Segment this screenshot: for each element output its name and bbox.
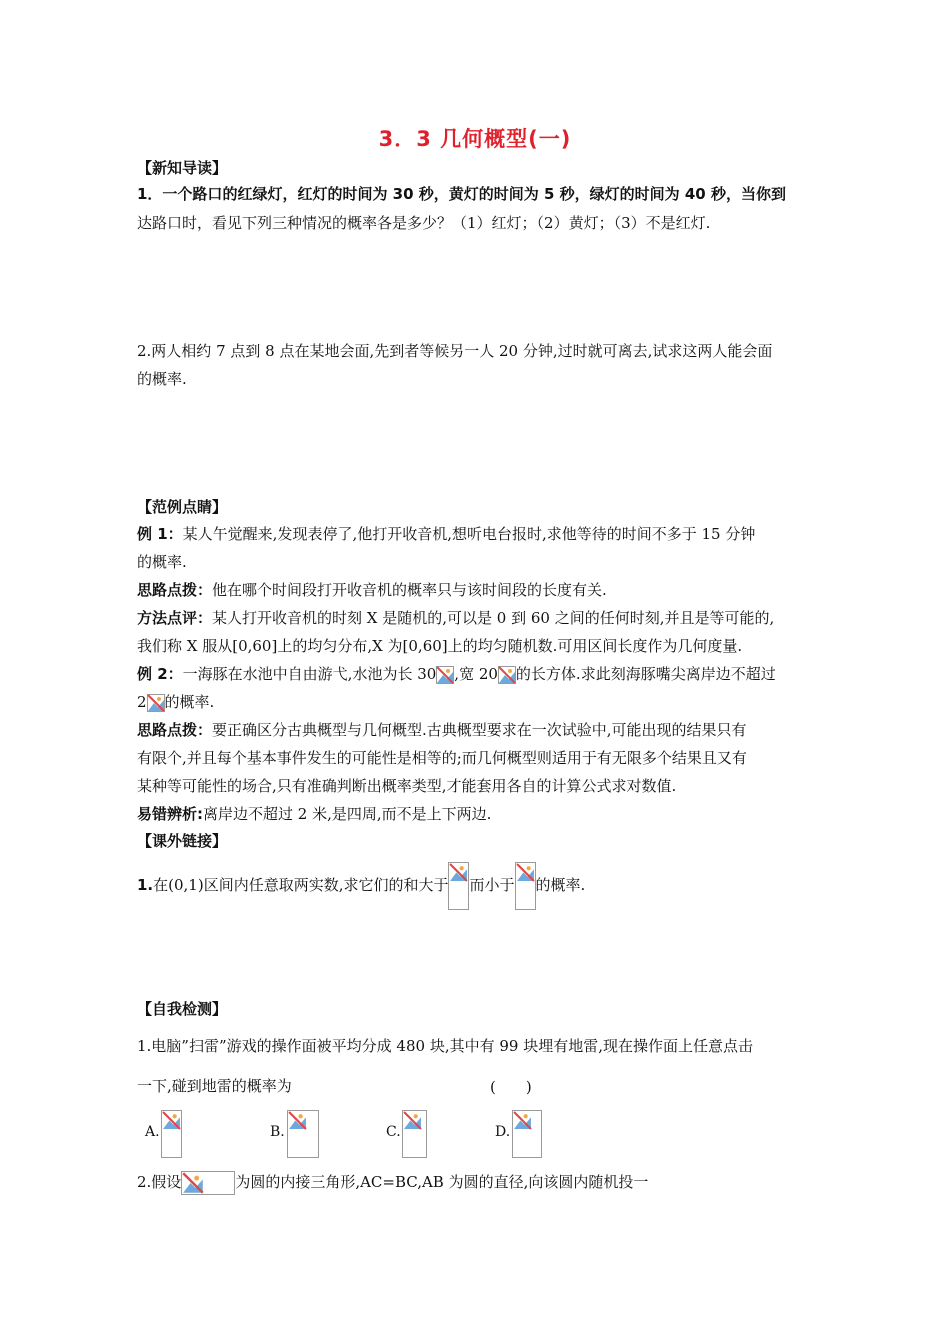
selftest-q2-text-b: 为圆的内接三角形,AC=BC,AB 为圆的直径,向该圆内随机投一 [235,1173,649,1191]
extension-q1-number: 1. [137,876,154,894]
method-label: 方法点评： [137,609,213,627]
selftest-q1-line1: 1.电脑”扫雷”游戏的操作面被平均分成 480 块,其中有 99 块埋有地雷,现在操作面上任意点击 [137,1037,753,1055]
hint2-line2: 有限个,并且每个基本事件发生的可能性是相等的;而几何概型则适用于有无限多个结果且又有 [137,749,747,767]
intro-q1-line1 [137,184,786,204]
hint1-text: 他在哪个时间段打开收音机的概率只与该时间段的长度有关. [212,581,607,599]
example2-label: 例 2： [137,665,183,683]
intro-q1-line2: 达路口时，看见下列三种情况的概率各是多少？（1）红灯；（2）黄灯；（3）不是红灯. [137,214,711,232]
extension-q1-text-b: 而小于 [469,876,515,894]
section-heading-extension: 【课外链接】 [137,832,228,850]
example2-text-d: 2 [137,693,147,711]
example2-text-a: 一海豚在水池中自由游弋,水池为长 30 [182,665,437,683]
broken-image-icon [161,1110,182,1158]
broken-image-icon [515,862,536,910]
section-heading-selftest: 【自我检测】 [137,1000,228,1018]
broken-image-icon [147,694,165,712]
example2-text-e: 的概率. [164,693,215,711]
broken-image-icon [448,862,469,910]
example1-line2: 的概率. [137,553,187,571]
hint1-line [137,580,607,600]
example1-label: 例 1： [137,525,183,543]
selftest-q2-text-a: 2.假设 [137,1173,182,1191]
example1-line1 [137,524,755,544]
option-c-label: C. [386,1124,401,1140]
error-label: 易错辨析: [137,805,203,823]
hint2-label: 思路点拨： [137,721,213,739]
extension-q1-text-a: 在(0,1)区间内任意取两实数,求它们的和大于 [153,876,449,894]
answer-parentheses: ( ) [490,1078,532,1096]
broken-image-icon [498,666,516,684]
selftest-q1-line2: 一下,碰到地雷的概率为 [137,1077,292,1095]
page-title: 3．3 几何概型(一) [378,127,572,151]
example2-line1 [137,664,776,684]
extension-q1-text-c: 的概率. [535,876,586,894]
example2-text-c: 的长方体.求此刻海豚嘴尖离岸边不超过 [515,665,776,683]
broken-image-icon [287,1110,319,1158]
example2-line2 [137,692,214,712]
extension-q1 [137,861,585,909]
method-line2: 我们称 X 服从[0,60]上的均匀分布,X 为[0,60]上的均匀随机数.可用区间长度作为几何度量. [137,637,743,655]
method-text: 某人打开收音机的时刻 X 是随机的,可以是 0 到 60 之间的任何时刻,并且是等可能的, [212,609,775,627]
broken-image-icon [436,666,454,684]
hint2-line1 [137,720,747,740]
method-line1 [137,608,774,628]
broken-image-icon [402,1110,427,1158]
example2-text-b: ,宽 20 [454,665,498,683]
hint2-line3: 某种等可能性的场合,只有准确判断出概率类型,才能套用各自的计算公式求对数值. [137,777,677,795]
error-line [137,804,491,824]
example1-text: 某人午觉醒来,发现表停了,他打开收音机,想听电台报时,求他等待的时间不多于 15 分钟 [182,525,756,543]
intro-q2-line1: 2.两人相约 7 点到 8 点在某地会面,先到者等候另一人 20 分钟,过时就可离去,试求这两人能会面 [137,342,773,360]
section-heading-examples: 【范例点睛】 [137,498,228,516]
intro-q2-line2: 的概率. [137,370,187,388]
hint1-label: 思路点拨： [137,581,213,599]
option-b-label: B. [270,1124,285,1140]
hint2-text: 要正确区分古典概型与几何概型.古典概型要求在一次试验中,可能出现的结果只有 [212,721,747,739]
broken-image-icon [181,1171,235,1195]
broken-image-icon [512,1110,542,1158]
section-heading-intro: 【新知导读】 [137,159,228,177]
option-a-label: A. [145,1124,160,1140]
intro-q1-text-1: 1．一个路口的红绿灯，红灯的时间为 30 秒，黄灯的时间为 5 秒，绿灯的时间为 40 秒，当你到 [137,185,786,203]
option-d-label: D. [495,1124,511,1140]
selftest-q2 [137,1170,648,1195]
error-text: 离岸边不超过 2 米,是四周,而不是上下两边. [203,805,492,823]
